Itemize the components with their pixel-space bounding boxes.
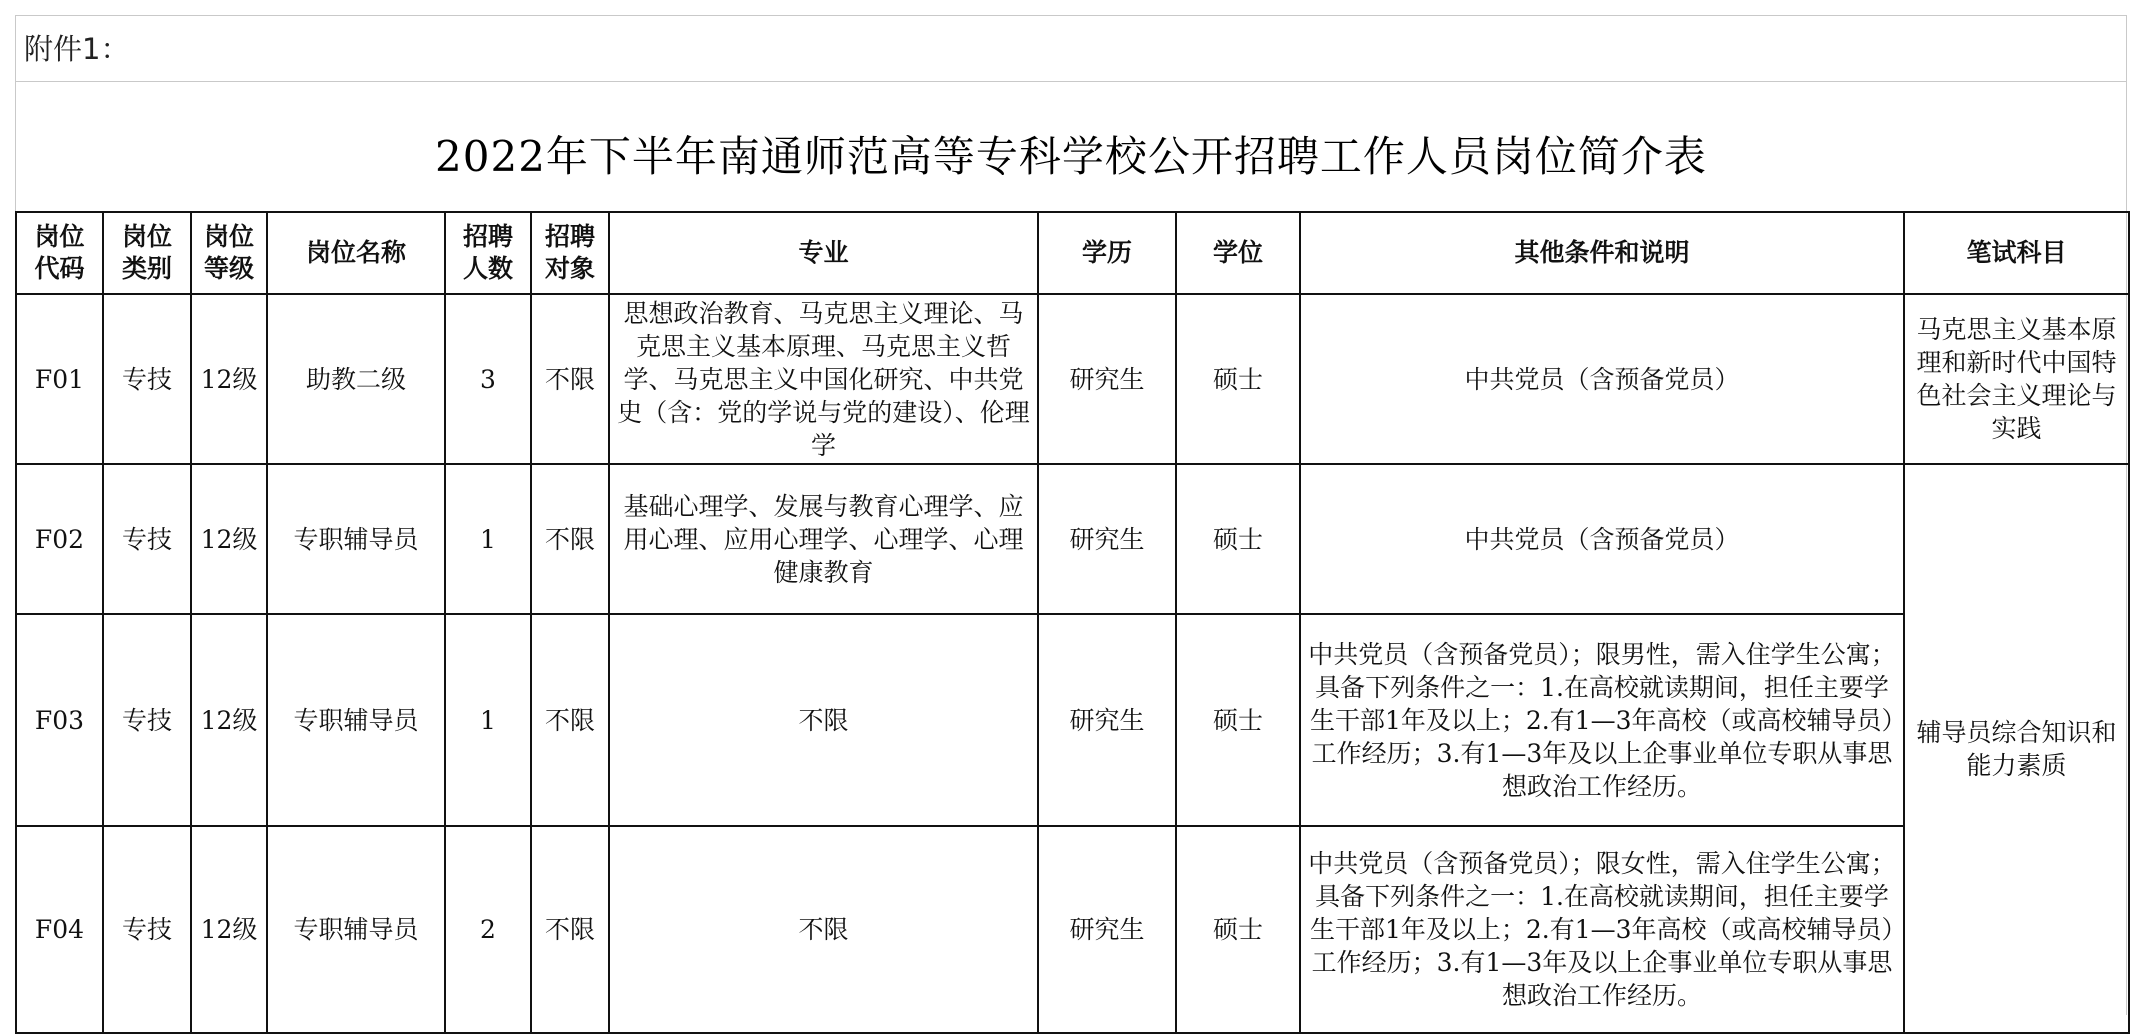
table-row	[16, 826, 2129, 1033]
header-degree: 学位	[1176, 212, 1300, 294]
cell-target: 不限	[531, 464, 609, 614]
cell-count: 1	[445, 614, 531, 826]
header-exam: 笔试科目	[1904, 212, 2129, 294]
document-sheet	[15, 15, 2127, 1015]
header-code: 岗位代码	[16, 212, 103, 294]
cell-exam-subject: 马克思主义基本原理和新时代中国特色社会主义理论与实践	[1904, 294, 2129, 464]
table-header-row	[16, 212, 2129, 294]
cell-major: 基础心理学、发展与教育心理学、应用心理、应用心理学、心理学、心理健康教育	[609, 464, 1038, 614]
cell-major: 思想政治教育、马克思主义理论、马克思主义基本原理、马克思主义哲学、马克思主义中国化研究、中共党史（含：党的学说与党的建设）、伦理学	[609, 294, 1038, 464]
cell-conditions: 中共党员（含预备党员）	[1300, 294, 1904, 464]
cell-code: F04	[16, 826, 103, 1033]
cell-target: 不限	[531, 826, 609, 1033]
table-row	[16, 464, 2129, 614]
position-table	[15, 211, 2130, 1034]
cell-major: 不限	[609, 614, 1038, 826]
table-row	[16, 294, 2129, 464]
cell-education: 研究生	[1038, 826, 1176, 1033]
cell-count: 1	[445, 464, 531, 614]
header-major: 专业	[609, 212, 1038, 294]
cell-category: 专技	[103, 826, 191, 1033]
cell-exam-subject: 辅导员综合知识和能力素质	[1904, 464, 2129, 1033]
page-title: 2022年下半年南通师范高等专科学校公开招聘工作人员岗位简介表	[435, 132, 1707, 181]
header-education: 学历	[1038, 212, 1176, 294]
header-level: 岗位等级	[191, 212, 267, 294]
cell-name: 专职辅导员	[267, 464, 445, 614]
cell-education: 研究生	[1038, 294, 1176, 464]
cell-name: 助教二级	[267, 294, 445, 464]
header-count: 招聘人数	[445, 212, 531, 294]
cell-category: 专技	[103, 294, 191, 464]
cell-target: 不限	[531, 294, 609, 464]
cell-level: 12级	[191, 614, 267, 826]
cell-code: F03	[16, 614, 103, 826]
cell-code: F01	[16, 294, 103, 464]
cell-level: 12级	[191, 826, 267, 1033]
cell-education: 研究生	[1038, 464, 1176, 614]
cell-category: 专技	[103, 464, 191, 614]
cell-target: 不限	[531, 614, 609, 826]
cell-degree: 硕士	[1176, 464, 1300, 614]
cell-code: F02	[16, 464, 103, 614]
cell-conditions: 中共党员（含预备党员）；限男性，需入住学生公寓；具备下列条件之一：1.在高校就读期间，担任主要学生干部1年及以上；2.有1—3年高校（或高校辅导员）工作经历；3.有1—3年及以上企事业单位专职从事思想政治工作经历。	[1300, 614, 1904, 826]
cell-degree: 硕士	[1176, 826, 1300, 1033]
table-row	[16, 614, 2129, 826]
cell-education: 研究生	[1038, 614, 1176, 826]
attachment-label: 附件1：	[16, 16, 2126, 82]
cell-count: 2	[445, 826, 531, 1033]
header-conditions: 其他条件和说明	[1300, 212, 1904, 294]
cell-major: 不限	[609, 826, 1038, 1033]
header-name: 岗位名称	[267, 212, 445, 294]
cell-conditions: 中共党员（含预备党员）	[1300, 464, 1904, 614]
cell-name: 专职辅导员	[267, 826, 445, 1033]
cell-count: 3	[445, 294, 531, 464]
cell-degree: 硕士	[1176, 294, 1300, 464]
cell-name: 专职辅导员	[267, 614, 445, 826]
cell-category: 专技	[103, 614, 191, 826]
cell-conditions: 中共党员（含预备党员）；限女性，需入住学生公寓；具备下列条件之一：1.在高校就读期间，担任主要学生干部1年及以上；2.有1—3年高校（或高校辅导员）工作经历；3.有1—3年及以上企事业单位专职从事思想政治工作经历。	[1300, 826, 1904, 1033]
cell-level: 12级	[191, 464, 267, 614]
header-category: 岗位类别	[103, 212, 191, 294]
header-target: 招聘对象	[531, 212, 609, 294]
cell-degree: 硕士	[1176, 614, 1300, 826]
cell-level: 12级	[191, 294, 267, 464]
